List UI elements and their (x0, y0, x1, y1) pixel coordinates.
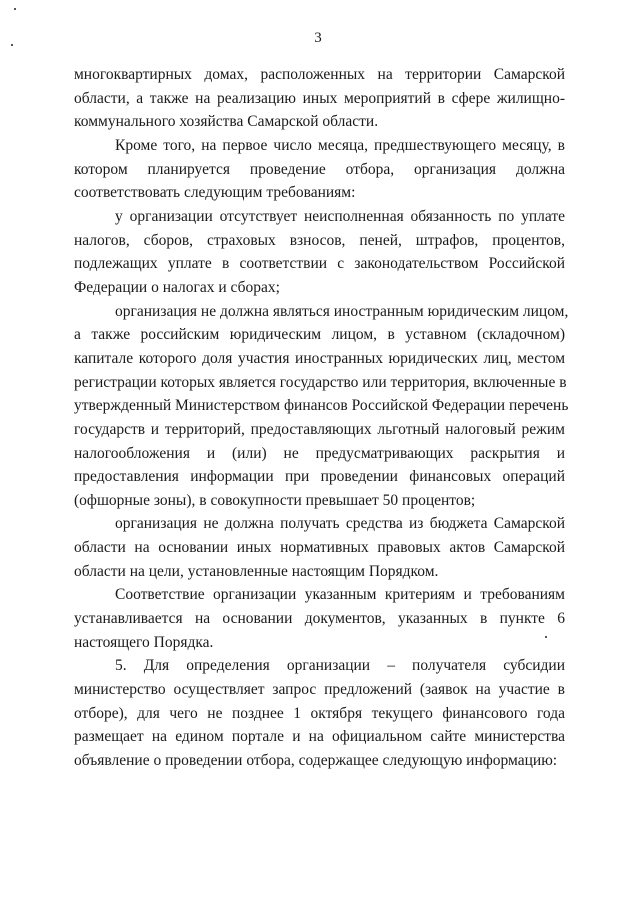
text-line: Федерации о налогах и сборах; (74, 278, 280, 296)
scan-speck (14, 8, 16, 10)
text-line: отборе), для чего не позднее 1 октября текущего финансового года (74, 704, 565, 722)
document-body (74, 63, 569, 773)
text-line: объявление о проведении отбора, содержащее следующую информацию: (74, 752, 558, 770)
text-line: настоящего Порядка. (74, 633, 214, 651)
text-line: предоставления информации при проведении финансовых операций (74, 468, 565, 486)
scan-speck (545, 636, 547, 638)
text-line: налогов, сборов, страховых взносов, пеней, штрафов, процентов, (74, 231, 565, 249)
text-line: подлежащих уплате в соответствии с законодательством Российской (74, 255, 565, 273)
text-line: государств и территорий, предоставляющих льготный налоговый режим (74, 420, 565, 438)
text-line: соответствовать следующим требованиям: (74, 184, 356, 202)
text-line: организация не должна получать средства из бюджета Самарской (115, 515, 565, 533)
text-line: области на основании иных нормативных правовых актов Самарской (74, 539, 565, 557)
text-line: утвержденный Министерством финансов Российской Федерации перечень (74, 397, 569, 415)
text-line: размещает на едином портале и на официальном сайте министерства (74, 728, 565, 746)
text-line: Соответствие организации указанным критериям и требованиям (115, 586, 565, 604)
text-line: министерство осуществляет запрос предложений (заявок на участие в (74, 681, 565, 699)
text-line: а также российским юридическим лицом, в уставном (складочном) (74, 326, 565, 344)
text-line: котором планируется проведение отбора, организация должна (74, 160, 565, 178)
text-line: организация не должна являться иностранным юридическим лицом, (115, 302, 569, 320)
text-line: налогообложения и (или) не предусматривающих раскрытия и (74, 444, 565, 462)
text-line: коммунального хозяйства Самарской области. (74, 113, 379, 131)
text-line: у организации отсутствует неисполненная обязанность по уплате (115, 207, 565, 225)
text-line: многоквартирных домах, расположенных на территории Самарской (74, 66, 565, 83)
text-line: области, а также на реализацию иных мероприятий в сфере жилищно- (74, 89, 565, 107)
text-line: регистрации которых является государство или территория, включенные в (74, 373, 567, 391)
page-number: 3 (314, 30, 322, 46)
text-line: капитале которого доля участия иностранных юридических лиц, местом (74, 349, 565, 367)
text-line: устанавливается на основании документов, указанных в пункте 6 (74, 610, 565, 628)
text-line: (офшорные зоны), в совокупности превышает 50 процентов; (74, 491, 476, 509)
scan-speck (11, 44, 13, 46)
text-line: Кроме того, на первое число месяца, предшествующего месяцу, в (115, 136, 565, 154)
text-line: 5. Для определения организации – получателя субсидии (115, 657, 565, 675)
text-line: области на цели, установленные настоящим Порядком. (74, 562, 439, 580)
